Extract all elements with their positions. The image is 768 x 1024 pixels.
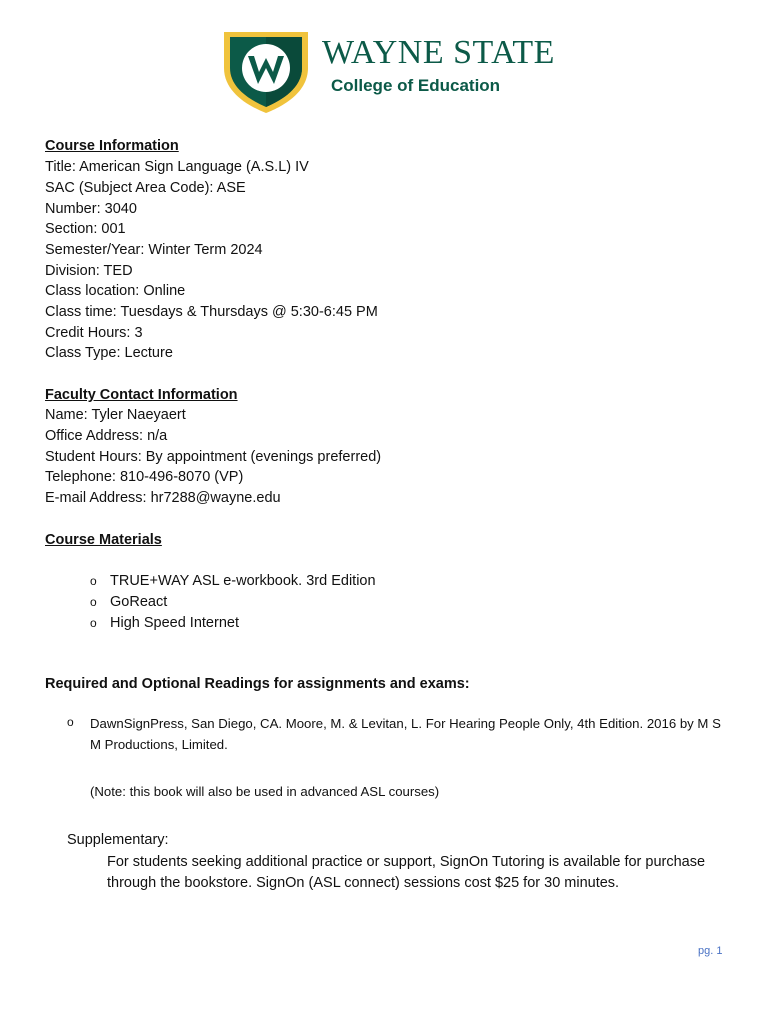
course-credits-line: Credit Hours: 3 — [45, 325, 143, 341]
materials-item-label: High Speed Internet — [110, 615, 239, 631]
course-sac-line: SAC (Subject Area Code): ASE — [45, 180, 246, 196]
materials-item-label: GoReact — [110, 594, 168, 610]
course-number-line: Number: 3040 — [45, 201, 137, 217]
bullet-marker: o — [67, 715, 74, 729]
course-title-line: Title: American Sign Language (A.S.L) IV — [45, 159, 309, 175]
materials-item — [90, 614, 239, 632]
faculty-heading: Faculty Contact Information — [45, 387, 238, 403]
faculty-phone-line: Telephone: 810-496-8070 (VP) — [45, 469, 244, 485]
supplementary-text: For students seeking additional practice or support, SignOn Tutoring is available for purchase through the bookstore. SignOn (ASL connect) sessions cost $25 for 30 minutes. — [107, 854, 706, 891]
materials-item-label: TRUE+WAY ASL e-workbook. 3rd Edition — [110, 573, 376, 589]
faculty-hours-line: Student Hours: By appointment (evenings preferred) — [45, 449, 382, 465]
bullet-marker: o — [90, 616, 97, 630]
faculty-name-line: Name: Tyler Naeyaert — [45, 407, 186, 423]
supplementary-label: Supplementary: — [67, 832, 169, 848]
brand-title: WAYNE STATE — [322, 34, 555, 71]
header-logo — [222, 30, 555, 114]
reading-citation: DawnSignPress, San Diego, CA. Moore, M. & Levitan, L. For Hearing People Only, 4th Edition. 2016 by M S M Productions, Limited. — [90, 716, 721, 752]
brand-subtitle: College of Education — [331, 76, 501, 95]
course-division-line: Division: TED — [45, 263, 133, 279]
materials-item — [90, 572, 376, 590]
materials-heading: Course Materials — [45, 532, 162, 548]
course-type-line: Class Type: Lecture — [45, 345, 173, 361]
course-time-line: Class time: Tuesdays & Thursdays @ 5:30-6:45 PM — [45, 304, 378, 320]
faculty-email-line: E-mail Address: hr7288@wayne.edu — [45, 490, 281, 506]
bullet-marker: o — [90, 595, 97, 609]
page-number: pg. 1 — [698, 945, 723, 957]
readings-heading: Required and Optional Readings for assignments and exams: — [45, 676, 470, 692]
reading-note: (Note: this book will also be used in advanced ASL courses) — [90, 784, 440, 799]
materials-item — [90, 593, 167, 611]
course-info-heading: Course Information — [45, 138, 179, 154]
course-location-line: Class location: Online — [45, 283, 186, 299]
faculty-office-line: Office Address: n/a — [45, 428, 168, 444]
course-section-line: Section: 001 — [45, 221, 126, 237]
bullet-marker: o — [90, 574, 97, 588]
course-semester-line: Semester/Year: Winter Term 2024 — [45, 242, 263, 258]
wayne-state-shield-icon — [222, 30, 310, 114]
